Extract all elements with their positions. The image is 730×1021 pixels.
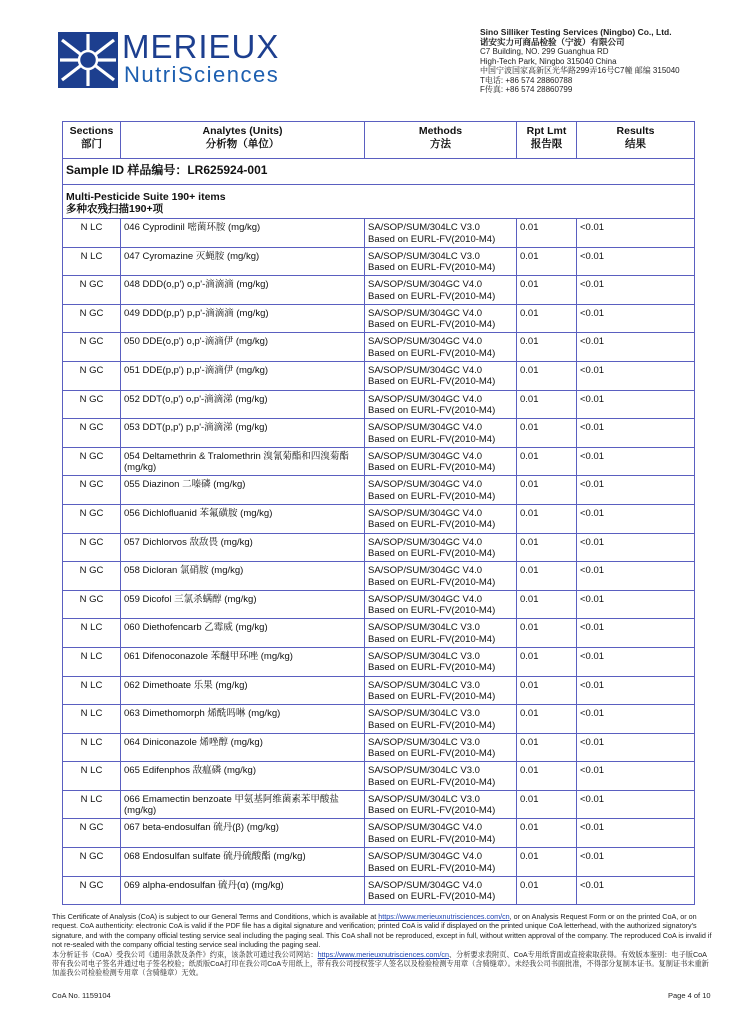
table-row bbox=[63, 733, 695, 762]
company-fax: F传真: +86 574 28860799 bbox=[480, 85, 573, 94]
section-cell: N GC bbox=[63, 848, 121, 877]
col-header-rpt-lmt bbox=[517, 122, 577, 159]
method-basis: Based on EURL-FV(2010-M4) bbox=[368, 490, 496, 502]
table-row bbox=[63, 848, 695, 877]
result-cell: <0.01 bbox=[577, 733, 695, 762]
analyte-cell: 049 DDD(p,p') p,p'-滴滴滴 (mg/kg) bbox=[121, 304, 365, 333]
table-row bbox=[63, 762, 695, 791]
rpt-lmt-cell: 0.01 bbox=[517, 733, 577, 762]
rpt-lmt-cell: 0.01 bbox=[517, 247, 577, 276]
method-cell bbox=[365, 562, 517, 591]
section-cell: N GC bbox=[63, 533, 121, 562]
section-cell: N LC bbox=[63, 762, 121, 791]
rpt-lmt-cell: 0.01 bbox=[517, 790, 577, 819]
section-cell: N LC bbox=[63, 247, 121, 276]
company-address-line1: C7 Building, NO. 299 Guanghua RD bbox=[480, 47, 609, 56]
col-header-rpt-en: Rpt Lmt bbox=[526, 125, 567, 137]
col-header-sections-en: Sections bbox=[69, 125, 114, 137]
method-basis: Based on EURL-FV(2010-M4) bbox=[368, 319, 496, 331]
terms-link-en[interactable]: https://www.merieuxnutrisciences.com/cn bbox=[378, 912, 510, 921]
table-row bbox=[63, 390, 695, 419]
method-cell bbox=[365, 219, 517, 248]
method-basis: Based on EURL-FV(2010-M4) bbox=[368, 576, 496, 588]
table-row bbox=[63, 447, 695, 476]
analyte-cell: 061 Difenoconazole 苯醚甲环唑 (mg/kg) bbox=[121, 647, 365, 676]
table-row bbox=[63, 219, 695, 248]
rpt-lmt-cell: 0.01 bbox=[517, 447, 577, 476]
result-cell: <0.01 bbox=[577, 419, 695, 448]
method-basis: Based on EURL-FV(2010-M4) bbox=[368, 233, 496, 245]
rpt-lmt-cell: 0.01 bbox=[517, 819, 577, 848]
col-header-results-en: Results bbox=[616, 125, 655, 137]
analyte-cell: 055 Diazinon 二嗪磷 (mg/kg) bbox=[121, 476, 365, 505]
method-basis: Based on EURL-FV(2010-M4) bbox=[368, 662, 496, 674]
method-cell bbox=[365, 590, 517, 619]
company-address-cn: 中国宁波国家高新区光华路299弄16号C7幢 邮编 315040 bbox=[480, 66, 680, 75]
table-row bbox=[63, 476, 695, 505]
method-basis: Based on EURL-FV(2010-M4) bbox=[368, 805, 496, 817]
method-basis: Based on EURL-FV(2010-M4) bbox=[368, 405, 496, 417]
rpt-lmt-cell: 0.01 bbox=[517, 762, 577, 791]
result-cell: <0.01 bbox=[577, 504, 695, 533]
method-code: SA/SOP/SUM/304LC V3.0 bbox=[368, 708, 480, 720]
rpt-lmt-cell: 0.01 bbox=[517, 276, 577, 305]
rpt-lmt-cell: 0.01 bbox=[517, 590, 577, 619]
method-code: SA/SOP/SUM/304LC V3.0 bbox=[368, 765, 480, 777]
result-cell: <0.01 bbox=[577, 762, 695, 791]
analyte-cell: 067 beta-endosulfan 硫丹(β) (mg/kg) bbox=[121, 819, 365, 848]
rpt-lmt-cell: 0.01 bbox=[517, 848, 577, 877]
method-basis: Based on EURL-FV(2010-M4) bbox=[368, 347, 496, 359]
section-cell: N GC bbox=[63, 276, 121, 305]
method-code: SA/SOP/SUM/304LC V3.0 bbox=[368, 222, 480, 233]
method-code: SA/SOP/SUM/304GC V4.0 bbox=[368, 593, 483, 605]
company-phone: T电话: +86 574 28860788 bbox=[480, 75, 573, 85]
method-basis: Based on EURL-FV(2010-M4) bbox=[368, 262, 496, 274]
rpt-lmt-cell: 0.01 bbox=[517, 562, 577, 591]
rpt-lmt-cell: 0.01 bbox=[517, 390, 577, 419]
table-row bbox=[63, 676, 695, 705]
rpt-lmt-cell: 0.01 bbox=[517, 219, 577, 248]
analyte-cell: 069 alpha-endosulfan 硫丹(α) (mg/kg) bbox=[121, 876, 365, 905]
method-cell bbox=[365, 419, 517, 448]
coa-number: CoA No. 1159104 bbox=[52, 991, 111, 1000]
method-code: SA/SOP/SUM/304LC V3.0 bbox=[368, 250, 480, 262]
method-cell bbox=[365, 762, 517, 791]
rpt-lmt-cell: 0.01 bbox=[517, 504, 577, 533]
disclaimer-cn-text-b: 、分析要求表附页、CoA专用纸背面或直接索取获得。有效版本鉴别：电子版CoA带有我公司电子签名并通过电子签名校验；纸质版CoA打印在我公司CoA专用纸上，带有我公司授权签字人签名以及检验检测专用章（含骑缝章）。未经我公司书面批准，不得部分复制本证书。复制证书未重新加盖我公司检验检测专用章（含骑缝章）无效。 bbox=[52, 949, 709, 978]
analyte-cell: 053 DDT(p,p') p,p'-滴滴涕 (mg/kg) bbox=[121, 419, 365, 448]
disclaimer-cn-text-a: 本分析证书（CoA）受我公司《通用条款及条件》约束，该条款可通过我公司网站： bbox=[52, 949, 318, 959]
disclaimer-cn bbox=[52, 950, 712, 978]
method-cell bbox=[365, 333, 517, 362]
method-cell bbox=[365, 390, 517, 419]
method-cell bbox=[365, 676, 517, 705]
result-cell: <0.01 bbox=[577, 476, 695, 505]
result-cell: <0.01 bbox=[577, 390, 695, 419]
method-basis: Based on EURL-FV(2010-M4) bbox=[368, 290, 496, 302]
rpt-lmt-cell: 0.01 bbox=[517, 333, 577, 362]
table-header-row bbox=[63, 122, 695, 159]
method-cell bbox=[365, 733, 517, 762]
method-code: SA/SOP/SUM/304LC V3.0 bbox=[368, 793, 480, 805]
analyte-cell: 056 Dichlofluanid 苯氟磺胺 (mg/kg) bbox=[121, 504, 365, 533]
section-cell: N LC bbox=[63, 790, 121, 819]
method-basis: Based on EURL-FV(2010-M4) bbox=[368, 605, 496, 617]
table-row bbox=[63, 619, 695, 648]
method-code: SA/SOP/SUM/304GC V4.0 bbox=[368, 336, 483, 348]
method-code: SA/SOP/SUM/304LC V3.0 bbox=[368, 622, 480, 634]
analyte-cell: 059 Dicofol 三氯杀螨醇 (mg/kg) bbox=[121, 590, 365, 619]
method-code: SA/SOP/SUM/304LC V3.0 bbox=[368, 679, 480, 691]
analyte-cell: 052 DDT(o,p') o,p'-滴滴涕 (mg/kg) bbox=[121, 390, 365, 419]
method-code: SA/SOP/SUM/304GC V4.0 bbox=[368, 422, 483, 434]
analyte-cell: 058 Dicloran 氯硝胺 (mg/kg) bbox=[121, 562, 365, 591]
section-cell: N GC bbox=[63, 876, 121, 905]
method-basis: Based on EURL-FV(2010-M4) bbox=[368, 891, 496, 903]
table-row bbox=[63, 419, 695, 448]
table-row bbox=[63, 819, 695, 848]
section-cell: N GC bbox=[63, 304, 121, 333]
table-row bbox=[63, 276, 695, 305]
table-row bbox=[63, 247, 695, 276]
result-cell: <0.01 bbox=[577, 447, 695, 476]
result-cell: <0.01 bbox=[577, 876, 695, 905]
section-cell: N GC bbox=[63, 819, 121, 848]
method-code: SA/SOP/SUM/304LC V3.0 bbox=[368, 736, 480, 748]
rpt-lmt-cell: 0.01 bbox=[517, 647, 577, 676]
col-header-results-cn: 结果 bbox=[625, 138, 646, 150]
company-name-cn: 诺安实力可商品检验（宁波）有限公司 bbox=[480, 36, 625, 47]
method-basis: Based on EURL-FV(2010-M4) bbox=[368, 862, 496, 874]
analyte-cell: 050 DDE(o,p') o,p'-滴滴伊 (mg/kg) bbox=[121, 333, 365, 362]
col-header-sections bbox=[63, 122, 121, 159]
section-cell: N GC bbox=[63, 476, 121, 505]
table-row bbox=[63, 333, 695, 362]
method-basis: Based on EURL-FV(2010-M4) bbox=[368, 462, 496, 474]
disclaimer-en bbox=[52, 912, 712, 950]
result-cell: <0.01 bbox=[577, 705, 695, 734]
section-cell: N LC bbox=[63, 733, 121, 762]
results-table bbox=[62, 121, 695, 905]
method-basis: Based on EURL-FV(2010-M4) bbox=[368, 376, 496, 388]
method-cell bbox=[365, 876, 517, 905]
method-cell bbox=[365, 304, 517, 333]
section-cell: N LC bbox=[63, 676, 121, 705]
rpt-lmt-cell: 0.01 bbox=[517, 676, 577, 705]
method-basis: Based on EURL-FV(2010-M4) bbox=[368, 433, 496, 445]
result-cell: <0.01 bbox=[577, 619, 695, 648]
method-cell bbox=[365, 276, 517, 305]
result-cell: <0.01 bbox=[577, 533, 695, 562]
suite-title-cell bbox=[63, 185, 695, 219]
method-code: SA/SOP/SUM/304GC V4.0 bbox=[368, 507, 483, 519]
col-header-methods-cn: 方法 bbox=[430, 138, 451, 150]
method-code: SA/SOP/SUM/304GC V4.0 bbox=[368, 307, 483, 319]
result-cell: <0.01 bbox=[577, 304, 695, 333]
col-header-sections-cn: 部门 bbox=[81, 138, 102, 150]
method-cell bbox=[365, 476, 517, 505]
section-cell: N GC bbox=[63, 333, 121, 362]
results-table-container bbox=[62, 121, 694, 905]
method-basis: Based on EURL-FV(2010-M4) bbox=[368, 833, 496, 845]
analyte-cell: 065 Edifenphos 敌瘟磷 (mg/kg) bbox=[121, 762, 365, 791]
terms-link-cn[interactable]: https://www.merieuxnutrisciences.com/cn bbox=[317, 949, 449, 959]
method-basis: Based on EURL-FV(2010-M4) bbox=[368, 691, 496, 702]
section-cell: N LC bbox=[63, 619, 121, 648]
rpt-lmt-cell: 0.01 bbox=[517, 304, 577, 333]
col-header-analytes bbox=[121, 122, 365, 159]
rpt-lmt-cell: 0.01 bbox=[517, 419, 577, 448]
method-cell bbox=[365, 848, 517, 877]
result-cell: <0.01 bbox=[577, 647, 695, 676]
analyte-cell: 046 Cyprodinil 嘧菌环胺 (mg/kg) bbox=[121, 219, 365, 248]
suite-title: Multi-Pesticide Suite 190+ items bbox=[66, 191, 226, 203]
method-code: SA/SOP/SUM/304GC V4.0 bbox=[368, 822, 483, 834]
analyte-cell: 051 DDE(p,p') p,p'-滴滴伊 (mg/kg) bbox=[121, 361, 365, 390]
method-cell bbox=[365, 247, 517, 276]
col-header-methods bbox=[365, 122, 517, 159]
merieux-logo bbox=[58, 28, 298, 88]
analyte-cell: 048 DDD(o,p') o,p'-滴滴滴 (mg/kg) bbox=[121, 276, 365, 305]
section-cell: N LC bbox=[63, 705, 121, 734]
method-code: SA/SOP/SUM/304GC V4.0 bbox=[368, 879, 483, 891]
company-name: Sino Silliker Testing Services (Ningbo) Co., Ltd. bbox=[480, 27, 672, 37]
footer-disclaimer bbox=[52, 912, 712, 978]
section-cell: N GC bbox=[63, 590, 121, 619]
table-row bbox=[63, 790, 695, 819]
result-cell: <0.01 bbox=[577, 590, 695, 619]
table-row bbox=[63, 590, 695, 619]
table-row bbox=[63, 705, 695, 734]
method-basis: Based on EURL-FV(2010-M4) bbox=[368, 633, 496, 645]
method-code: SA/SOP/SUM/304GC V4.0 bbox=[368, 536, 483, 548]
sample-id-row bbox=[63, 159, 695, 185]
section-cell: N GC bbox=[63, 447, 121, 476]
disclaimer-en-text-a: This Certificate of Analysis (CoA) is subject to our General Terms and Conditions, which is available at bbox=[52, 912, 379, 921]
method-cell bbox=[365, 619, 517, 648]
method-cell bbox=[365, 819, 517, 848]
table-row bbox=[63, 533, 695, 562]
result-cell: <0.01 bbox=[577, 848, 695, 877]
rpt-lmt-cell: 0.01 bbox=[517, 876, 577, 905]
result-cell: <0.01 bbox=[577, 219, 695, 248]
table-row bbox=[63, 304, 695, 333]
suite-row bbox=[63, 185, 695, 219]
page-header bbox=[0, 0, 730, 115]
rpt-lmt-cell: 0.01 bbox=[517, 705, 577, 734]
method-code: SA/SOP/SUM/304GC V4.0 bbox=[368, 364, 483, 376]
analyte-cell: 068 Endosulfan sulfate 硫丹硫酸酯 (mg/kg) bbox=[121, 848, 365, 877]
result-cell: <0.01 bbox=[577, 276, 695, 305]
method-basis: Based on EURL-FV(2010-M4) bbox=[368, 719, 496, 731]
method-cell bbox=[365, 361, 517, 390]
col-header-results bbox=[577, 122, 695, 159]
company-address-line2: High-Tech Park, Ningbo 315040 China bbox=[480, 56, 617, 66]
table-row bbox=[63, 562, 695, 591]
page-number: Page 4 of 10 bbox=[668, 991, 711, 1000]
logo-title: MERIEUX bbox=[122, 28, 280, 65]
method-basis: Based on EURL-FV(2010-M4) bbox=[368, 748, 496, 760]
method-code: SA/SOP/SUM/304GC V4.0 bbox=[368, 851, 483, 863]
method-cell bbox=[365, 790, 517, 819]
method-basis: Based on EURL-FV(2010-M4) bbox=[368, 776, 496, 788]
section-cell: N GC bbox=[63, 390, 121, 419]
method-basis: Based on EURL-FV(2010-M4) bbox=[368, 519, 496, 531]
section-cell: N GC bbox=[63, 562, 121, 591]
suite-title-cn: 多种农残扫描190+项 bbox=[66, 203, 164, 215]
result-cell: <0.01 bbox=[577, 790, 695, 819]
rpt-lmt-cell: 0.01 bbox=[517, 533, 577, 562]
analyte-cell: 060 Diethofencarb 乙霉威 (mg/kg) bbox=[121, 619, 365, 648]
analyte-cell: 057 Dichlorvos 敌敌畏 (mg/kg) bbox=[121, 533, 365, 562]
section-cell: N LC bbox=[63, 219, 121, 248]
method-cell bbox=[365, 705, 517, 734]
logo-mark-icon bbox=[58, 32, 118, 88]
analyte-cell: 062 Dimethoate 乐果 (mg/kg) bbox=[121, 676, 365, 705]
method-cell bbox=[365, 447, 517, 476]
analyte-cell: 047 Cyromazine 灭蝇胺 (mg/kg) bbox=[121, 247, 365, 276]
method-code: SA/SOP/SUM/304GC V4.0 bbox=[368, 479, 483, 491]
analyte-cell: 063 Dimethomorph 烯酰吗啉 (mg/kg) bbox=[121, 705, 365, 734]
method-cell bbox=[365, 647, 517, 676]
col-header-analytes-en: Analytes (Units) bbox=[202, 125, 283, 137]
col-header-rpt-cn: 报告限 bbox=[530, 138, 563, 150]
table-row bbox=[63, 876, 695, 905]
disclaimer-en-text-b: , or on Analysis Request Form or on the printed CoA, or on request. CoA authenticity: electronic CoA is valid if the PDF file has a digital signature and verification; printed CoA is valid if displayed on the printed unique CoA letterhead, with the authorized signatory's signature, and with the company official testing service seal including the paging seal. This CoA shall not be reproduced, except in full, without written approval of the company. The reproduced CoA is invalid if not re-sealed with the company official testing service seal including the paging seal. bbox=[52, 912, 712, 950]
result-cell: <0.01 bbox=[577, 676, 695, 705]
rpt-lmt-cell: 0.01 bbox=[517, 476, 577, 505]
analyte-cell: 064 Diniconazole 烯唑醇 (mg/kg) bbox=[121, 733, 365, 762]
table-row bbox=[63, 361, 695, 390]
company-address-block bbox=[480, 28, 680, 95]
section-cell: N LC bbox=[63, 647, 121, 676]
analyte-cell: 054 Deltamethrin & Tralomethrin 溴氰菊酯和四溴菊酯 (mg/kg) bbox=[121, 447, 365, 476]
section-cell: N GC bbox=[63, 419, 121, 448]
method-code: SA/SOP/SUM/304GC V4.0 bbox=[368, 279, 483, 291]
analyte-cell: 066 Emamectin benzoate 甲氨基阿维菌素苯甲酸盐 (mg/kg) bbox=[121, 790, 365, 819]
result-cell: <0.01 bbox=[577, 333, 695, 362]
col-header-analytes-cn: 分析物（单位） bbox=[205, 138, 280, 150]
result-cell: <0.01 bbox=[577, 361, 695, 390]
sample-id: Sample ID 样品编号：LR625924-001 bbox=[63, 159, 695, 185]
table-row bbox=[63, 504, 695, 533]
method-basis: Based on EURL-FV(2010-M4) bbox=[368, 548, 496, 560]
method-code: SA/SOP/SUM/304LC V3.0 bbox=[368, 650, 480, 662]
method-code: SA/SOP/SUM/304GC V4.0 bbox=[368, 393, 483, 405]
rpt-lmt-cell: 0.01 bbox=[517, 361, 577, 390]
method-cell bbox=[365, 533, 517, 562]
col-header-methods-en: Methods bbox=[418, 125, 463, 137]
result-cell: <0.01 bbox=[577, 819, 695, 848]
table-row bbox=[63, 647, 695, 676]
method-code: SA/SOP/SUM/304GC V4.0 bbox=[368, 450, 483, 462]
method-code: SA/SOP/SUM/304GC V4.0 bbox=[368, 565, 483, 577]
logo-subtitle: NutriSciences bbox=[124, 62, 280, 87]
section-cell: N GC bbox=[63, 361, 121, 390]
result-cell: <0.01 bbox=[577, 562, 695, 591]
result-cell: <0.01 bbox=[577, 247, 695, 276]
rpt-lmt-cell: 0.01 bbox=[517, 619, 577, 648]
method-cell bbox=[365, 504, 517, 533]
section-cell: N GC bbox=[63, 504, 121, 533]
